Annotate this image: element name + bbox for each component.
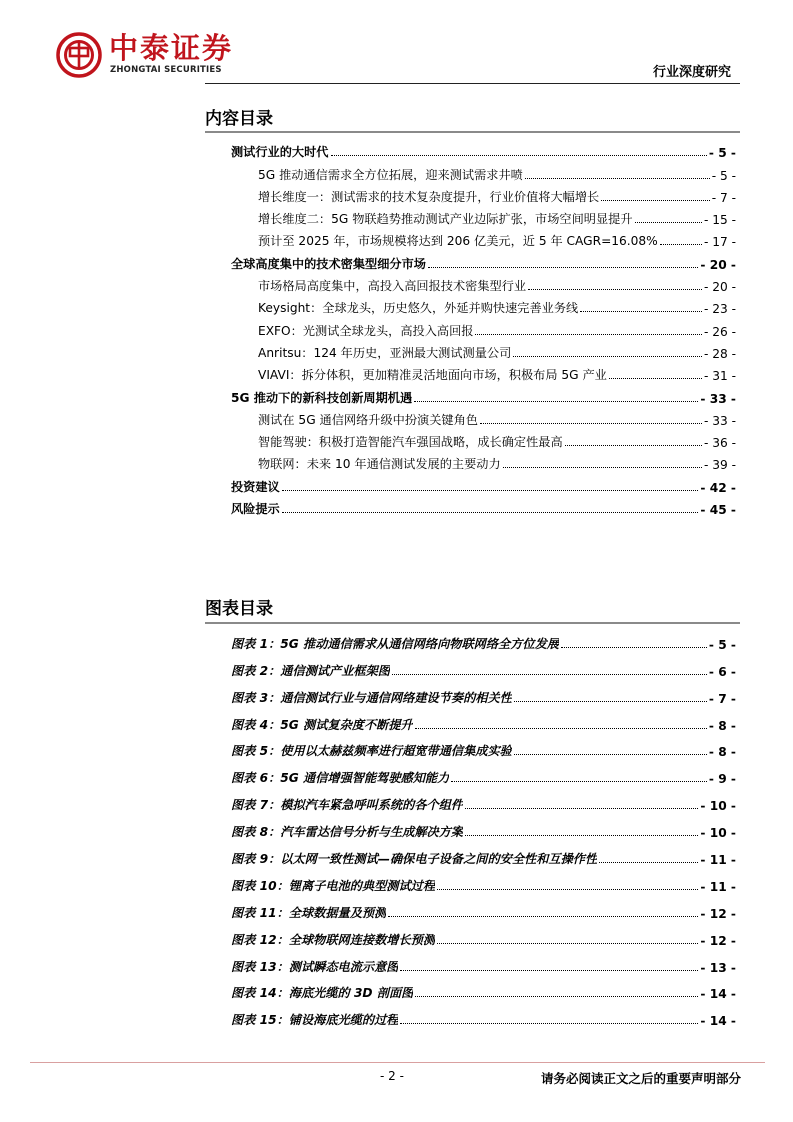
figure-entry[interactable] (231, 733, 736, 760)
figure-entry[interactable] (231, 867, 736, 894)
figure-entry[interactable] (231, 625, 736, 652)
table-of-contents (231, 138, 736, 517)
toc-entry-title: 增长维度一：测试需求的技术复杂度提升，行业价值将大幅增长 (258, 189, 600, 204)
dot-leader (599, 862, 698, 863)
dot-leader (580, 311, 702, 312)
figure-entry-page: - 7 - (708, 691, 736, 706)
toc-entry[interactable] (231, 205, 736, 227)
dot-leader (503, 467, 702, 468)
toc-entry[interactable] (231, 339, 736, 361)
dot-leader (475, 334, 701, 335)
header-divider (205, 83, 740, 84)
toc-entry-page: - 33 - (703, 413, 736, 428)
brand-name-cn: 中泰证券 (109, 31, 234, 65)
figure-entry-title: 图表 11：全球数据量及预测 (231, 905, 387, 920)
dot-leader (392, 674, 707, 675)
figure-entry-title: 图表 1：5G 推动通信需求从通信网络向物联网络全方位发展 (231, 636, 559, 651)
dot-leader (514, 701, 707, 702)
figure-entry-title: 图表 13：测试瞬态电流示意图 (231, 959, 399, 974)
figure-entry-page: - 10 - (700, 799, 736, 814)
figure-entry-page: - 14 - (700, 1014, 736, 1029)
toc-entry-page: - 39 - (703, 458, 736, 473)
toc-entry[interactable] (231, 406, 736, 428)
dot-leader (561, 647, 707, 648)
figures-title: 图表目录 (205, 599, 273, 619)
toc-entry[interactable] (231, 361, 736, 383)
toc-entry[interactable] (231, 294, 736, 316)
zhongtai-logo-icon (56, 32, 102, 78)
figure-entry[interactable] (231, 652, 736, 679)
dot-leader (437, 943, 698, 944)
figure-entry-title: 图表 9：以太网一致性测试—确保电子设备之间的安全性和互操作性 (231, 852, 598, 867)
figure-entry-page: - 14 - (700, 987, 736, 1002)
toc-entry[interactable] (231, 428, 736, 450)
dot-leader (601, 200, 709, 201)
toc-entry-title: 预计至 2025 年，市场规模将达到 206 亿美元，近 5 年 CAGR=16.08% (258, 234, 658, 249)
dot-leader (525, 178, 710, 179)
toc-entry-page: - 17 - (703, 235, 736, 250)
toc-entry-page: - 42 - (700, 480, 736, 495)
toc-entry[interactable] (231, 272, 736, 294)
dot-leader (635, 222, 702, 223)
figure-entry[interactable] (231, 759, 736, 786)
figure-entry[interactable] (231, 813, 736, 840)
figure-entry[interactable] (231, 1001, 736, 1028)
dot-leader (282, 512, 699, 513)
toc-entry-title: 测试行业的大时代 (231, 145, 329, 160)
toc-entry[interactable] (231, 316, 736, 338)
dot-leader (465, 808, 698, 809)
toc-entry-page: - 36 - (703, 436, 736, 451)
figure-entry-page: - 8 - (708, 718, 736, 733)
dot-leader (451, 781, 707, 782)
toc-entry-page: - 20 - (700, 257, 736, 272)
dot-leader (465, 835, 698, 836)
toc-entry-title: Keysight：全球龙头，历史悠久，外延并购快速完善业务线 (258, 301, 579, 316)
toc-entry-page: - 31 - (703, 369, 736, 384)
figure-entry-page: - 13 - (700, 960, 736, 975)
toc-entry-title: 5G 推动通信需求全方位拓展，迎来测试需求井喷 (258, 167, 523, 182)
toc-entry[interactable] (231, 227, 736, 249)
toc-entry-page: - 45 - (700, 503, 736, 518)
report-type: 行业深度研究 (652, 65, 731, 80)
toc-entry[interactable] (231, 249, 736, 271)
toc-entry-title: 物联网：未来 10 年通信测试发展的主要动力 (258, 457, 501, 472)
toc-entry-title: 智能驾驶：积极打造智能汽车强国战略，成长确定性最高 (258, 435, 563, 450)
figure-entry-page: - 12 - (700, 933, 736, 948)
dot-leader (528, 289, 702, 290)
toc-entry-title: 增长维度二：5G 物联趋势推动测试产业边际扩张，市场空间明显提升 (258, 212, 633, 227)
toc-entry-title: 5G 推动下的新科技创新周期机遇 (231, 390, 413, 405)
toc-entry-page: - 7 - (711, 190, 736, 205)
figure-entry[interactable] (231, 706, 736, 733)
dot-leader (565, 445, 702, 446)
toc-entry-page: - 28 - (703, 346, 736, 361)
figure-entry-title: 图表 14：海底光缆的 3D 剖面图 (231, 986, 414, 1001)
dot-leader (415, 728, 707, 729)
dot-leader (437, 889, 698, 890)
toc-entry-page: - 20 - (703, 280, 736, 295)
figure-entry-page: - 8 - (708, 745, 736, 760)
figure-entry[interactable] (231, 948, 736, 975)
contents-title: 内容目录 (205, 109, 273, 129)
toc-entry-page: - 5 - (711, 168, 736, 183)
toc-entry-title: VIAVI：拆分体积，更加精准灵活地面向市场，积极布局 5G 产业 (258, 368, 607, 383)
dot-leader (400, 970, 698, 971)
dot-leader (514, 754, 707, 755)
toc-entry-title: 市场格局高度集中，高投入高回报技术密集型行业 (258, 279, 527, 294)
figure-entry-page: - 11 - (700, 853, 736, 868)
figure-entry-page: - 12 - (700, 906, 736, 921)
toc-entry[interactable] (231, 472, 736, 494)
toc-entry-title: Anritsu：124 年历史，亚洲最大测试测量公司 (258, 345, 512, 360)
page-number: - 2 - (380, 1069, 404, 1083)
figure-entry[interactable] (231, 679, 736, 706)
figure-entry-page: - 9 - (708, 772, 736, 787)
dot-leader (414, 401, 698, 402)
footer-divider (30, 1062, 765, 1063)
figure-entry-title: 图表 5：使用以太赫兹频率进行超宽带通信集成实验 (231, 744, 512, 759)
dot-leader (388, 916, 698, 917)
figure-entry-title: 图表 3：通信测试行业与通信网络建设节奏的相关性 (231, 690, 512, 705)
figures-divider (205, 622, 740, 624)
figure-entry[interactable] (231, 786, 736, 813)
dot-leader (400, 1023, 698, 1024)
figure-entry-title: 图表 10：锂离子电池的典型测试过程 (231, 878, 436, 893)
dot-leader (480, 423, 702, 424)
figure-entry-title: 图表 8：汽车雷达信号分析与生成解决方案 (231, 825, 464, 840)
toc-entry-title: 测试在 5G 通信网络升级中扮演关键角色 (258, 412, 478, 427)
figure-index (231, 625, 736, 1028)
figure-entry-title: 图表 2：通信测试产业框架图 (231, 663, 390, 678)
figure-entry[interactable] (231, 894, 736, 921)
figure-entry-title: 图表 15：铺设海底光缆的过程 (231, 1013, 399, 1028)
figure-entry-page: - 11 - (700, 879, 736, 894)
toc-entry-page: - 26 - (703, 324, 736, 339)
toc-entry-title: 风险提示 (231, 502, 280, 517)
toc-entry[interactable] (231, 160, 736, 182)
dot-leader (428, 267, 698, 268)
dot-leader (282, 490, 699, 491)
toc-entry-title: 全球高度集中的技术密集型细分市场 (231, 256, 426, 271)
figure-entry-title: 图表 6：5G 通信增强智能驾驶感知能力 (231, 771, 450, 786)
dot-leader (609, 378, 702, 379)
toc-entry[interactable] (231, 450, 736, 472)
toc-entry[interactable] (231, 495, 736, 517)
toc-entry-title: 投资建议 (231, 479, 280, 494)
toc-entry-page: - 23 - (703, 302, 736, 317)
brand-name-en: ZHONGTAI SECURITIES (110, 65, 222, 75)
toc-entry[interactable] (231, 383, 736, 405)
dot-leader (513, 356, 702, 357)
toc-entry[interactable] (231, 183, 736, 205)
contents-divider (205, 131, 740, 133)
toc-entry-title: EXFO：光测试全球龙头，高投入高回报 (258, 323, 474, 338)
figure-entry-title: 图表 12：全球物联网连接数增长预测 (231, 932, 436, 947)
figure-entry[interactable] (231, 975, 736, 1002)
disclaimer: 请务必阅读正文之后的重要声明部分 (540, 1071, 741, 1086)
toc-entry-page: - 15 - (703, 213, 736, 228)
toc-entry-page: - 5 - (708, 146, 736, 161)
dot-leader (660, 244, 702, 245)
figure-entry-page: - 10 - (700, 826, 736, 841)
figure-entry-title: 图表 4：5G 测试复杂度不断提升 (231, 717, 413, 732)
figure-entry-page: - 6 - (708, 664, 736, 679)
figure-entry[interactable] (231, 840, 736, 867)
figure-entry-title: 图表 7：模拟汽车紧急呼叫系统的各个组件 (231, 798, 464, 813)
dot-leader (415, 996, 698, 997)
figure-entry-page: - 5 - (708, 637, 736, 652)
dot-leader (331, 155, 707, 156)
figure-entry[interactable] (231, 921, 736, 948)
page-header (0, 0, 793, 100)
toc-entry[interactable] (231, 138, 736, 160)
toc-entry-page: - 33 - (700, 391, 736, 406)
